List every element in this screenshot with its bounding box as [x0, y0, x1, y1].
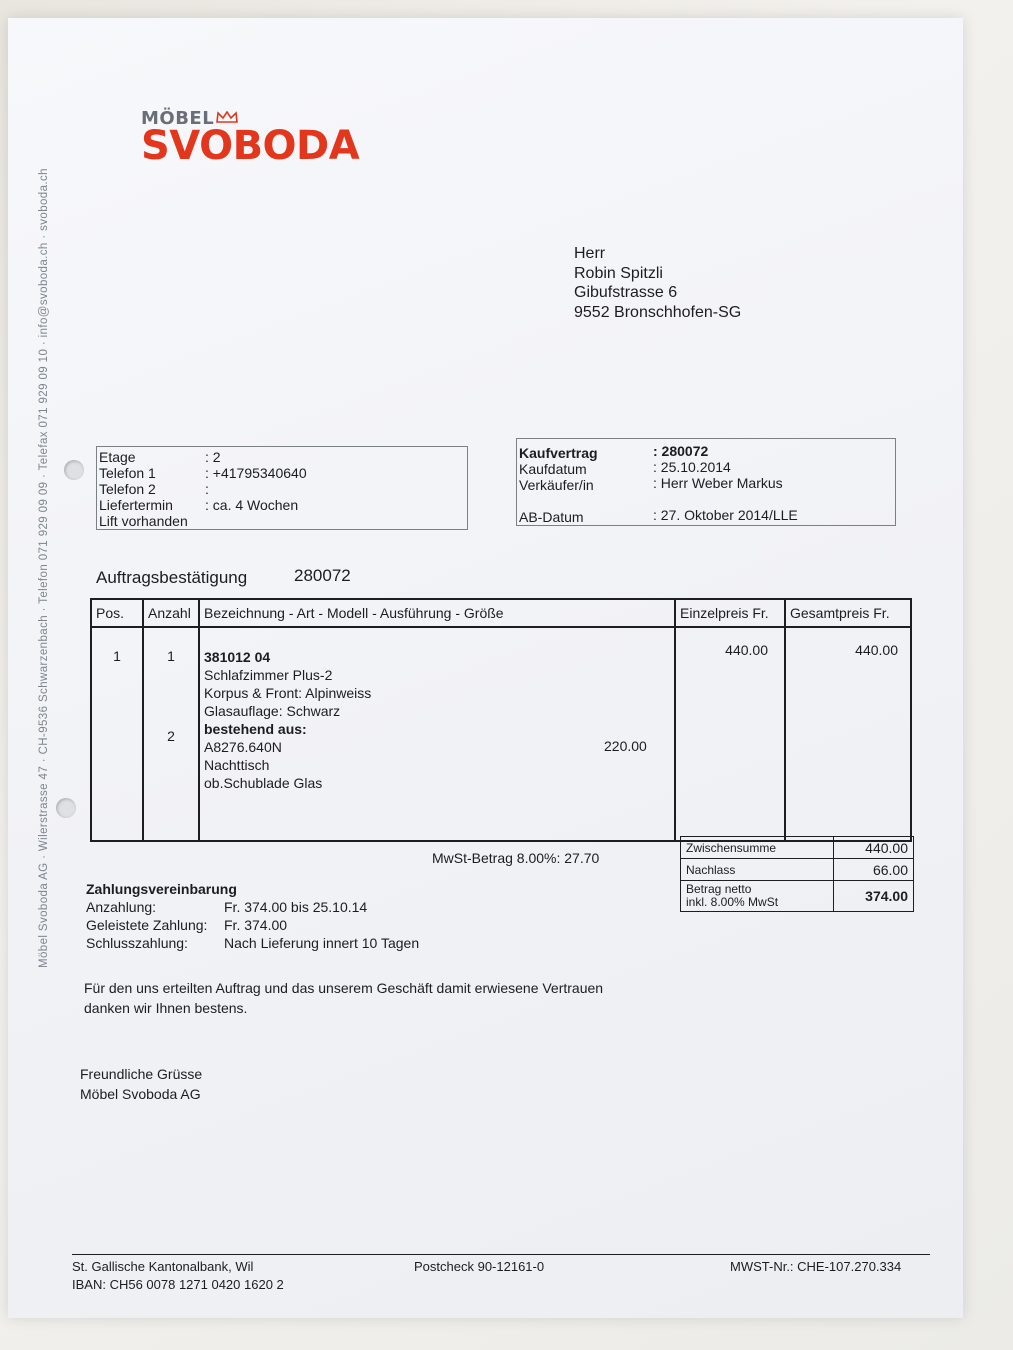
sub-heading: bestehend aus:	[204, 721, 307, 737]
article-code: 381012 04	[204, 649, 271, 665]
punch-hole	[56, 798, 76, 818]
info-label: Telefon 2	[99, 481, 156, 497]
totals-row	[681, 881, 914, 912]
sub-article-line: ob.Schublade Glas	[204, 775, 323, 791]
netto-label-line: Betrag netto	[686, 882, 752, 896]
info-label: Etage	[99, 449, 136, 465]
document-title: Auftragsbestätigung	[96, 568, 248, 587]
info-label: Telefon 1	[99, 465, 156, 481]
payment-terms	[86, 880, 419, 952]
col-einzelpreis: Einzelpreis Fr.	[675, 599, 785, 627]
info-label: Liefertermin	[99, 497, 173, 513]
table-row	[91, 627, 911, 841]
delivery-info-box	[96, 446, 468, 530]
article-line: Glasauflage: Schwarz	[204, 703, 341, 719]
recipient-street: Gibufstrasse 6	[574, 284, 678, 301]
schluss-label: Schlusszahlung:	[86, 935, 188, 951]
info-label: Lift vorhanden	[99, 513, 188, 529]
thank-you-text	[84, 978, 603, 1018]
article-line: Korpus & Front: Alpinweiss	[204, 685, 372, 701]
punch-hole	[64, 460, 84, 480]
recipient-name: Robin Spitzli	[574, 264, 663, 282]
sub-article-line: Nachttisch	[204, 757, 270, 773]
payment-title: Zahlungsvereinbarung	[86, 881, 237, 897]
recipient-address	[574, 244, 741, 322]
totals-row	[681, 837, 914, 859]
cell-bezeichnung	[199, 627, 675, 841]
kaufvertrag-value: : 280072	[653, 443, 709, 459]
geleistet-label: Geleistete Zahlung:	[86, 917, 208, 933]
sub-article-code: A8276.640N	[204, 739, 282, 755]
col-bezeichnung: Bezeichnung - Art - Modell - Ausführung - Größe	[199, 599, 675, 627]
company-logo	[141, 108, 360, 169]
contract-info-box	[516, 438, 896, 526]
footer-divider	[72, 1254, 930, 1255]
verkaeufer-label: Verkäufer/in	[519, 477, 594, 493]
info-value: :	[205, 481, 209, 497]
thanks-line: Für den uns erteilten Auftrag und das unserem Geschäft damit erwiesene Vertrauen	[84, 980, 604, 996]
footer-mwst-nr: MWST-Nr.: CHE-107.270.334	[730, 1259, 902, 1274]
kaufdatum-label: Kaufdatum	[519, 461, 587, 477]
nachlass-value: 66.00	[834, 859, 914, 881]
closing-line: Freundliche Grüsse	[80, 1066, 203, 1082]
sub-article-price: 220.00	[604, 738, 647, 754]
anzahl-main: 1	[167, 648, 175, 664]
bank-iban: IBAN: CH56 0078 1271 0420 1620 2	[72, 1277, 284, 1292]
ab-datum-label: AB-Datum	[519, 509, 584, 525]
logo-main-text: SVOBODA	[141, 123, 360, 169]
order-items-table	[90, 598, 912, 842]
totals-table	[680, 836, 914, 912]
article-line: Schlafzimmer Plus-2	[204, 667, 333, 683]
netto-value: 374.00	[834, 881, 914, 912]
thanks-line: danken wir Ihnen bestens.	[84, 1000, 248, 1016]
cell-einzelpreis: 440.00	[675, 627, 785, 841]
company-contact-strip: Möbel Svoboda AG · Wilerstrasse 47 · CH-9536 Schwarzenbach · Telefon 071 929 09 09 · Telefax 071 929 09 10 · info@svoboda.ch · svoboda.ch	[38, 168, 50, 968]
col-pos: Pos.	[91, 599, 143, 627]
invoice-sheet	[8, 18, 963, 1318]
cell-gesamtpreis: 440.00	[785, 627, 911, 841]
kaufdatum-value: : 25.10.2014	[653, 459, 731, 475]
anzahlung-label: Anzahlung:	[86, 899, 157, 915]
netto-label	[681, 881, 834, 912]
geleistet-value: Fr. 374.00	[224, 917, 288, 933]
zwischensumme-label: Zwischensumme	[681, 837, 834, 859]
footer-postcheck: Postcheck 90-12161-0	[414, 1259, 545, 1274]
schluss-value: Nach Lieferung innert 10 Tagen	[224, 935, 420, 951]
bank-name: St. Gallische Kantonalbank, Wil	[72, 1259, 254, 1274]
document-number: 280072	[294, 566, 351, 585]
mwst-betrag: MwSt-Betrag 8.00%: 27.70	[432, 850, 600, 866]
closing-text	[80, 1064, 202, 1104]
info-value: : ca. 4 Wochen	[205, 497, 299, 513]
info-value: : 2	[205, 449, 221, 465]
netto-label-line: inkl. 8.00% MwSt	[686, 895, 779, 909]
verkaeufer-value: : Herr Weber Markus	[653, 475, 783, 491]
zwischensumme-value: 440.00	[834, 837, 914, 859]
closing-line: Möbel Svoboda AG	[80, 1086, 201, 1102]
crown-icon	[216, 111, 238, 123]
kaufvertrag-label: Kaufvertrag	[519, 445, 598, 461]
anzahl-sub: 2	[167, 728, 175, 744]
cell-pos: 1	[91, 627, 143, 841]
cell-anzahl	[143, 627, 199, 841]
anzahlung-value: Fr. 374.00 bis 25.10.14	[224, 899, 368, 915]
totals-row	[681, 859, 914, 881]
nachlass-label: Nachlass	[681, 859, 834, 881]
col-anzahl: Anzahl	[143, 599, 199, 627]
ab-datum-value: : 27. Oktober 2014/LLE	[653, 507, 798, 523]
info-value: : +41795340640	[205, 465, 307, 481]
table-header-row	[91, 599, 911, 627]
footer-bank	[72, 1258, 284, 1294]
logo-small-text: MÖBEL	[141, 108, 215, 129]
recipient-city: 9552 Bronschhofen-SG	[574, 303, 742, 321]
col-gesamtpreis: Gesamtpreis Fr.	[785, 599, 911, 627]
recipient-salutation: Herr	[574, 245, 606, 262]
